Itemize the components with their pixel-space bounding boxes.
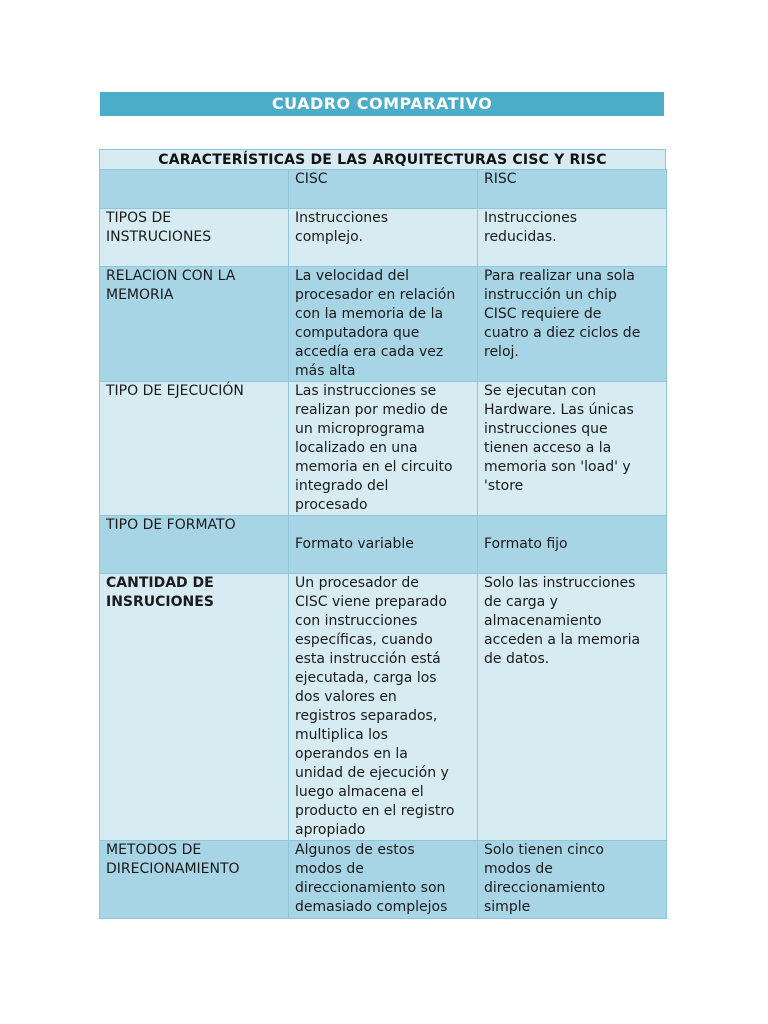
table-row: [100, 841, 667, 919]
risc-cell-text: Instrucciones reducidas.: [484, 210, 578, 245]
row-label-text: TIPO DE EJECUCIÓN: [106, 383, 244, 399]
cisc-cell-text: Algunos de estos modos de direccionamiento son demasiado complejos: [295, 842, 448, 915]
risc-cell-text: Solo tienen cinco modos de direccionamiento simple: [484, 842, 606, 915]
table-row: [100, 267, 667, 382]
comparison-table: [99, 149, 666, 919]
row-label-text: CANTIDAD DE INSRUCIONES: [106, 575, 214, 610]
risc-cell-text: Formato fijo: [484, 536, 568, 552]
cisc-cell-text: Formato variable: [295, 536, 414, 552]
cisc-cell: [289, 209, 478, 267]
comparison-grid: [99, 169, 667, 919]
table-caption: CARACTERÍSTICAS DE LAS ARQUITECTURAS CISC Y RISC: [99, 149, 666, 169]
cisc-cell-text: La velocidad del procesador en relación con la memoria de la computadora que accedía era cada vez más alta: [295, 268, 456, 379]
header-cell-risc: RISC: [478, 170, 667, 209]
table-row: [100, 209, 667, 267]
table-row: [100, 516, 667, 574]
row-label-text: TIPOS DE INSTRUCIONES: [106, 210, 212, 245]
row-label: [100, 574, 289, 841]
table-header-row: [100, 170, 667, 209]
document-title: CUADRO COMPARATIVO: [100, 92, 664, 116]
row-label: [100, 209, 289, 267]
row-label-text: TIPO DE FORMATO: [106, 517, 236, 533]
row-label: [100, 382, 289, 516]
risc-cell: [478, 267, 667, 382]
cisc-cell: [289, 574, 478, 841]
risc-cell-text: Se ejecutan con Hardware. Las únicas instrucciones que tienen acceso a la memoria son 'load' y 'store: [484, 383, 634, 494]
risc-cell: [478, 516, 667, 574]
cisc-cell: [289, 516, 478, 574]
risc-cell: [478, 382, 667, 516]
risc-cell: [478, 841, 667, 919]
risc-cell: [478, 574, 667, 841]
cisc-cell: [289, 841, 478, 919]
risc-cell: [478, 209, 667, 267]
cisc-cell-text: Las instrucciones se realizan por medio de un microprograma localizado en una memoria en el circuito integrado del procesado: [295, 383, 453, 513]
risc-cell-text: Para realizar una sola instrucción un chip CISC requiere de cuatro a diez ciclos de reloj.: [484, 268, 641, 360]
row-label: [100, 516, 289, 574]
row-label: [100, 841, 289, 919]
cisc-cell: [289, 267, 478, 382]
row-label-text: METODOS DE DIRECIONAMIENTO: [106, 842, 240, 877]
row-label: [100, 267, 289, 382]
header-cell-empty: [100, 170, 289, 209]
cisc-cell-text: Instrucciones complejo.: [295, 210, 389, 245]
table-row: [100, 574, 667, 841]
risc-cell-text: Solo las instrucciones de carga y almacenamiento acceden a la memoria de datos.: [484, 575, 641, 667]
table-row: [100, 382, 667, 516]
cisc-cell-text: Un procesador de CISC viene preparado con instrucciones específicas, cuando esta instrucción está ejecutada, carga los dos valores en registros separados, multiplica los operandos en la unidad de ejecución y luego almacena el producto en el registro apropiado: [295, 575, 455, 838]
row-label-text: RELACION CON LA MEMORIA: [106, 268, 236, 303]
header-cell-cisc: CISC: [289, 170, 478, 209]
cisc-cell: [289, 382, 478, 516]
